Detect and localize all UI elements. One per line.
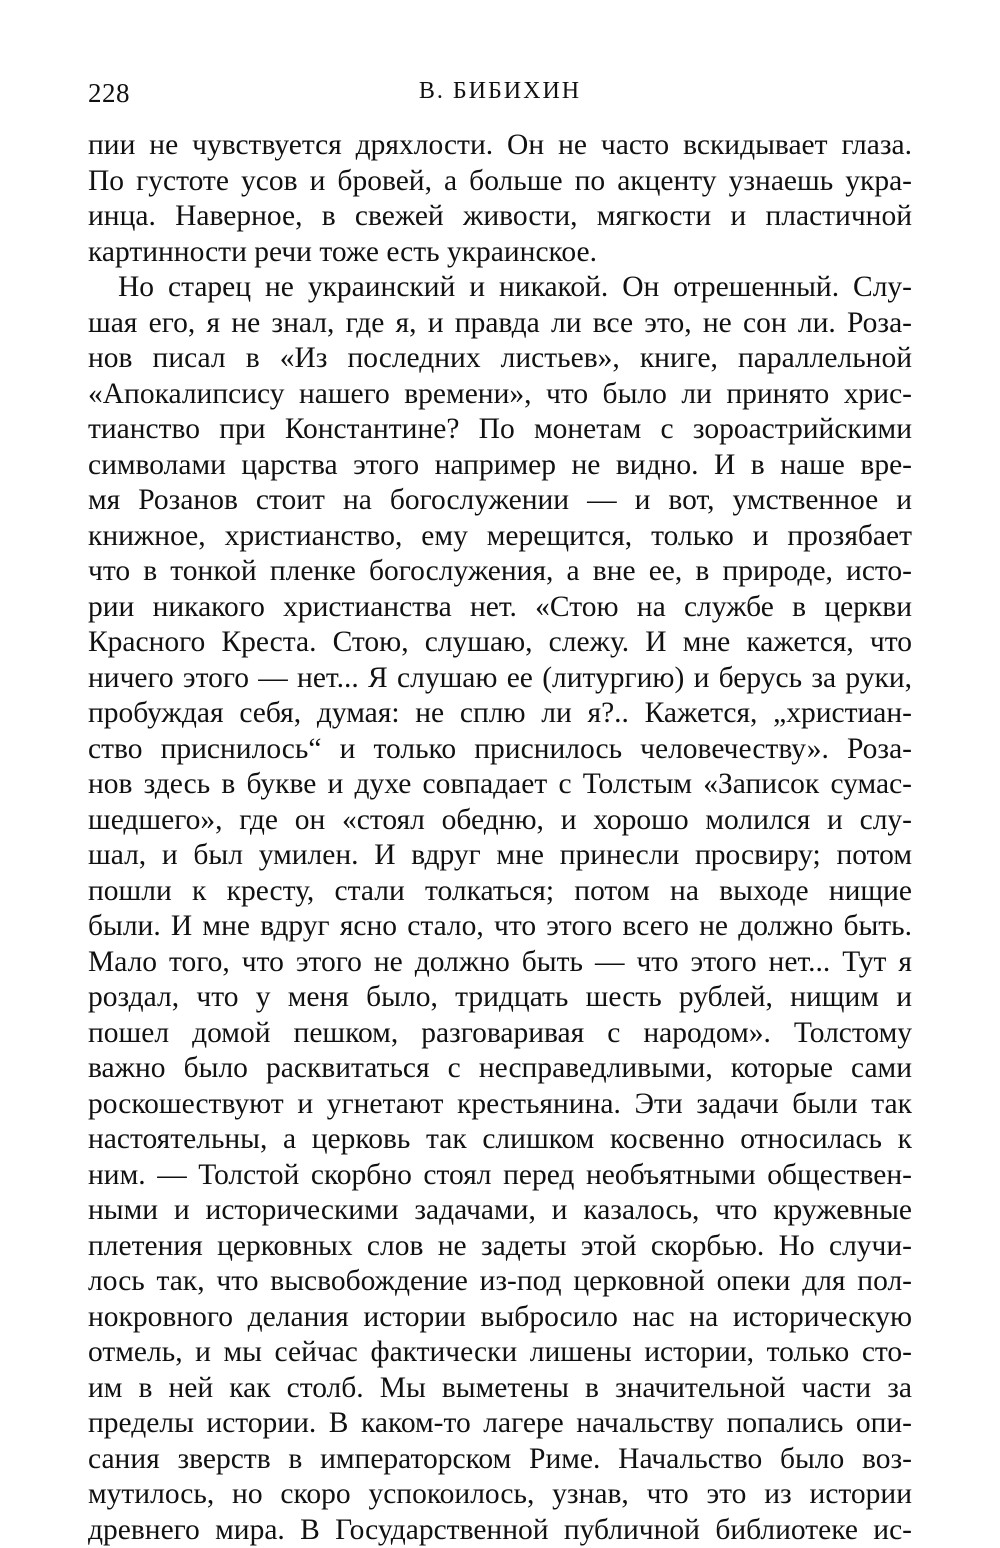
body-text	[88, 128, 912, 1548]
text-line: ним. — Толстой скорбно стоял перед необъятными обществен-	[88, 1158, 912, 1194]
text-line: что в тонкой пленке богослужения, а вне ее, в природе, исто-	[88, 554, 912, 590]
text-line: лось так, что высвобождение из-под церковной опеки для пол-	[88, 1264, 912, 1300]
page-number: 228	[88, 78, 130, 109]
text-line: мя Розанов стоит на богослужении — и вот, умственное и	[88, 483, 912, 519]
text-line: ными и историческими задачами, и казалось, что кружевные	[88, 1193, 912, 1229]
text-line: шедшего», где он «стоял обедню, и хорошо молился и слу-	[88, 803, 912, 839]
text-line: им в ней как столб. Мы выметены в значительной части за	[88, 1371, 912, 1407]
text-line: пошел домой пешком, разговаривая с народом». Толстому	[88, 1016, 912, 1052]
text-line: сания зверств в императорском Риме. Начальство было воз-	[88, 1442, 912, 1478]
text-line: важно было расквитаться с несправедливыми, которые сами	[88, 1051, 912, 1087]
text-line: были. И мне вдруг ясно стало, что этого всего не должно быть.	[88, 909, 912, 945]
text-line: пошли к кресту, стали толкаться; потом на выходе нищие	[88, 874, 912, 910]
paragraph-first-line: Но старец не украинский и никакой. Он отрешенный. Слу-	[88, 270, 912, 306]
text-line: пределы истории. В каком-то лагере начальству попались опи-	[88, 1406, 912, 1442]
text-line: картинности речи тоже есть украинское.	[88, 235, 912, 271]
text-line: нов здесь в букве и духе совпадает с Толстым «Записок сумас-	[88, 767, 912, 803]
text-line: символами царства этого например не видно. И в наше вре-	[88, 448, 912, 484]
text-line: тианство при Константине? По монетам с зороастрийскими	[88, 412, 912, 448]
text-line: плетения церковных слов не задеты этой скорбью. Но случи-	[88, 1229, 912, 1265]
text-line: ство приснилось“ и только приснилось человечеству». Роза-	[88, 732, 912, 768]
text-line: роскошествуют и угнетают крестьянина. Эти задачи были так	[88, 1087, 912, 1123]
text-line: шал, и был умилен. И вдруг мне принесли просвиру; потом	[88, 838, 912, 874]
text-line: рии никакого христианства нет. «Стою на службе в церкви	[88, 590, 912, 626]
text-line: Красного Креста. Стою, слушаю, слежу. И мне кажется, что	[88, 625, 912, 661]
text-line: роздал, что у меня было, тридцать шесть рублей, нищим и	[88, 980, 912, 1016]
text-line: нов писал в «Из последних листьев», книге, параллельной	[88, 341, 912, 377]
text-line: древнего мира. В Государственной публичной библиотеке ис-	[88, 1513, 912, 1548]
text-line: мутилось, но скоро успокоилось, узнав, что это из истории	[88, 1477, 912, 1513]
text-line: инца. Наверное, в свежей живости, мягкости и пластичной	[88, 199, 912, 235]
text-line: Мало того, что этого не должно быть — что этого нет... Тут я	[88, 945, 912, 981]
text-line: По густоте усов и бровей, а больше по акценту узнаешь укра-	[88, 164, 912, 200]
text-line: отмель, и мы сейчас фактически лишены истории, только сто-	[88, 1335, 912, 1371]
text-line: «Апокалипсису нашего времени», что было ли принято хрис-	[88, 377, 912, 413]
text-line: шая его, я не знал, где я, и правда ли все это, не сон ли. Роза-	[88, 306, 912, 342]
text-line: ничего этого — нет... Я слушаю ее (литургию) и берусь за руки,	[88, 661, 912, 697]
text-line: нокровного делания истории выбросило нас на историческую	[88, 1300, 912, 1336]
text-line: пробуждая себя, думая: не сплю ли я?.. Кажется, „христиан-	[88, 696, 912, 732]
text-line: книжное, христианство, ему мерещится, только и прозябает	[88, 519, 912, 555]
text-line: настоятельны, а церковь так слишком косвенно относилась к	[88, 1122, 912, 1158]
running-head	[88, 78, 912, 118]
text-line: пии не чувствуется дряхлости. Он не часто вскидывает глаза.	[88, 128, 912, 164]
running-head-title: В. БИБИХИН	[88, 78, 912, 105]
